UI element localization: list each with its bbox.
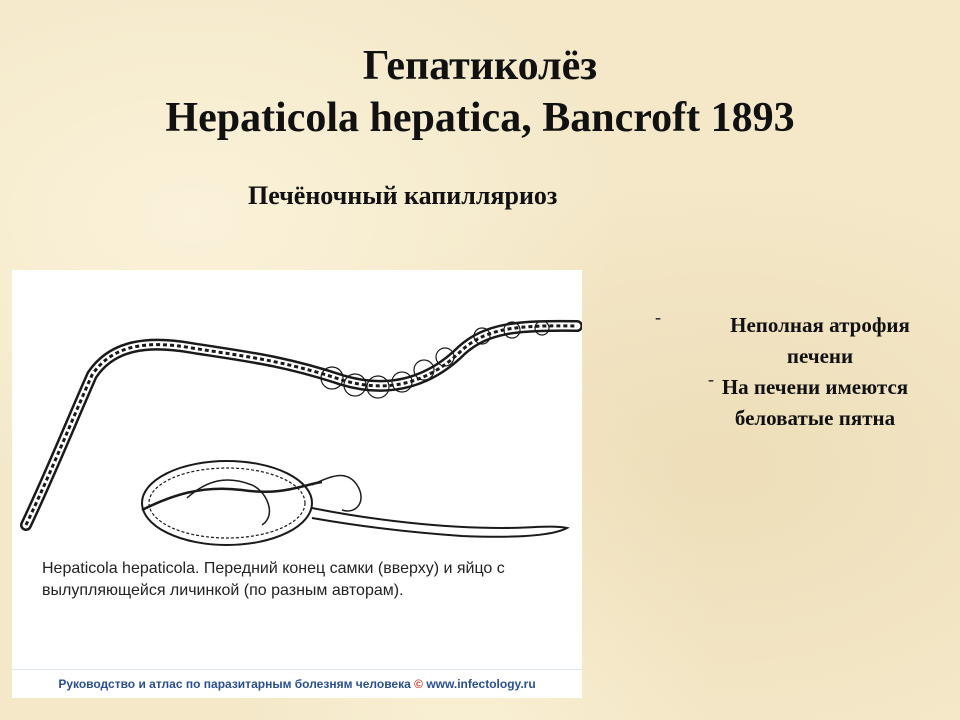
credit-site-link[interactable]: www.infectology.ru bbox=[426, 677, 536, 691]
fact-text: На печени имеются беловатые пятна bbox=[721, 375, 909, 430]
title-line-russian: Гепатиколёз bbox=[362, 43, 598, 89]
fact-text: Неполная атрофия печени bbox=[730, 313, 910, 368]
copyright-symbol: © bbox=[414, 677, 423, 691]
female-worm-drawing bbox=[26, 321, 577, 525]
title-line-latin: Hepaticola hepatica, Bancroft 1893 bbox=[165, 95, 795, 141]
dash-marker: - bbox=[655, 307, 661, 327]
slide-subtitle: Печёночный капилляриоз bbox=[248, 181, 558, 210]
egg-with-larva-drawing bbox=[142, 461, 567, 545]
credit-text: Руководство и атлас по паразитарным болезням человека bbox=[58, 677, 411, 691]
worm-drawing bbox=[12, 270, 582, 570]
figure-credit bbox=[12, 669, 582, 698]
slide-title bbox=[0, 40, 960, 144]
figure-caption: Hepaticola hepaticola. Передний конец самки (вверху) и яйцо с вылупляющейся личинкой (по разным авторам). bbox=[42, 560, 505, 599]
worm-illustration-figure bbox=[12, 270, 582, 698]
fact-list bbox=[650, 307, 950, 434]
fact-item bbox=[650, 307, 950, 372]
fact-item bbox=[650, 369, 950, 434]
dash-marker: - bbox=[708, 369, 714, 389]
